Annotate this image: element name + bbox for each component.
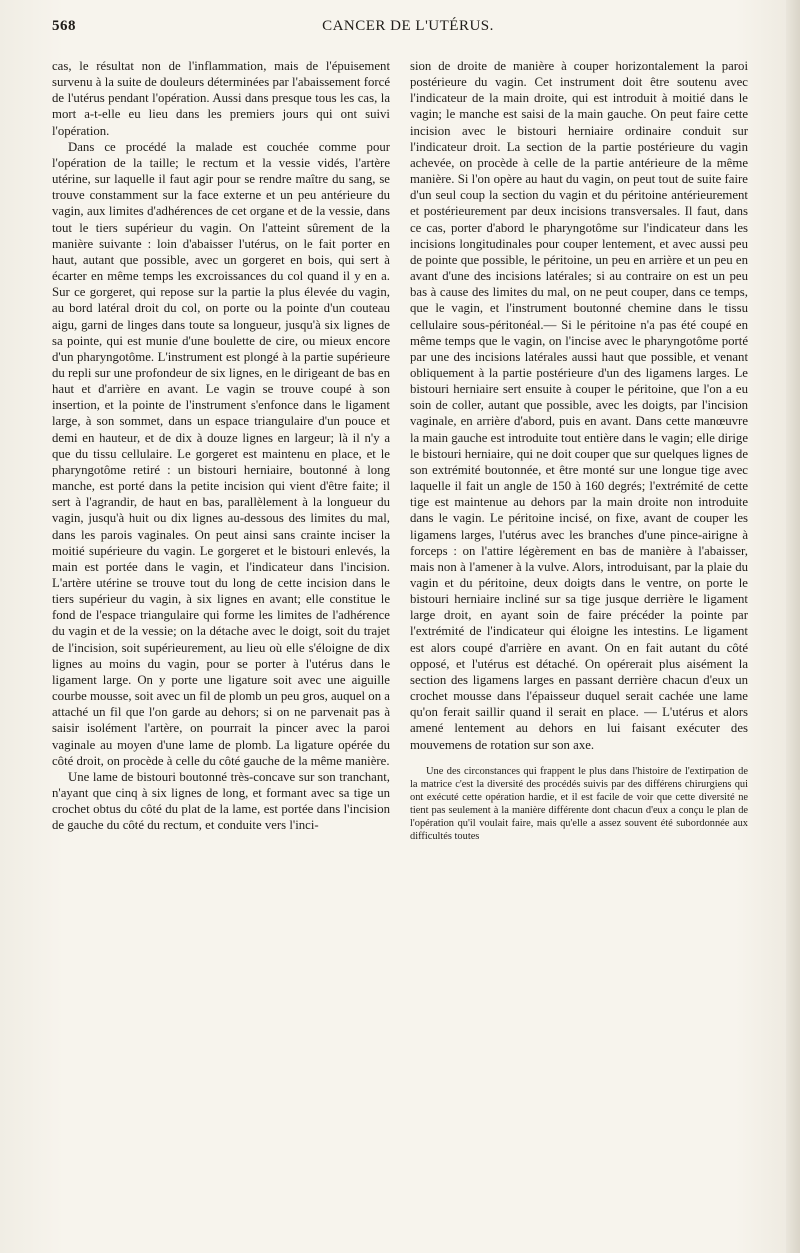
- paragraph-continued: cas, le résultat non de l'inflammation, mais de l'épuisement survenu à la suite de douleurs déterminées par l'abaissement forcé de l'utérus pendant l'opération. Aussi dans presque tous les cas, la mort a-t-elle eu lieu dans les premiers jours qui ont suivi l'opération.: [52, 59, 390, 138]
- running-title: CANCER DE L'UTÉRUS.: [322, 18, 494, 34]
- page-number: 568: [52, 18, 76, 34]
- page-header: [52, 18, 764, 46]
- left-column: [52, 58, 390, 834]
- page-edge: [786, 0, 800, 1253]
- right-column: [410, 58, 748, 843]
- paragraph-incision: sion de droite de manière à couper horizontalement la paroi postérieure du vagin. Cet instrument doit être soutenu avec l'indicateur de la main droite, qui est introduit à moitié dans le vagin; le manche est saisi de la main gauche. On peut faire cette incision avec le bistouri herniaire ordinaire conduit sur l'indicateur droit. La section de la partie postérieure du vagin achevée, on procède à celle de la partie antérieure de la même manière. Si l'on opère au haut du vagin, on peut tout de suite faire d'un seul coup la section du vagin et du péritoine antérieurement et postérieurement par deux incisions transversales. Il faut, dans ce cas, porter d'abord le pharyngotôme sur l'indicateur dans les incisions longitudinales pour couper lentement, et avec aussi peu de pointe que possible, le péritoine, un peu en arrière et un peu en avant d'une des incisions latérales; si au contraire on est un peu bas à cause des limites du mal, on ne peut couper, dans ce temps, que le vagin, et l'instrument boutonné chemine dans le tissu cellulaire sous-péritonéal.— Si le péritoine n'a pas été coupé en même temps que le vagin, on l'incise avec le pharyngotôme porté par une des incisions latérales aussi haut que possible, et venant obliquement à la partie postérieure d'un des ligamens larges. Le bistouri herniaire sert ensuite à couper le péritoine, que l'on a eu soin de coller, autant que possible, avec les doigts, par l'incision vaginale, en arrière d'abord, puis en avant. Dans cette manœuvre la main gauche est introduite tout entière dans le vagin; elle dirige le bistouri herniaire, qui ne doit couper que sur quelques lignes de son extrémité boutonnée, et être monté sur une longue tige avec laquelle il fait un angle de 150 à 160 degrés; l'extrémité de cette tige est maintenue au dehors par la main droite non introduite dans le vagin. Le péritoine incisé, on fixe, avant de couper les ligamens larges, l'utérus avec les branches d'une pince-airigne à forceps : on l'attire légèrement en bas de manière à l'abaisser, mais non à l'amener à la vulve. Alors, introduisant, par la plaie du vagin et du péritoine, deux doigts dans le ventre, on porte le bistouri herniaire incliné sur sa tige jusque derrière le ligament large droit, en ayant soin de faire précéder la pointe par l'extrémité de l'indicateur qui éloigne les intestins. Le ligament est alors coupé d'arrière en avant. On en fait autant du côté opposé, et l'utérus est détaché. On opérerait plus aisément la section des ligamens larges en passant derrière chacun d'eux un crochet mousse dans l'épaisseur duquel serait cachée une lame qu'on ferait saillir quand il serait en place. — L'utérus et alors amené lentement au dehors en lui faisant exécuter des mouvemens de rotation sur son axe.: [410, 59, 748, 752]
- footnote: Une des circonstances qui frappent le plus dans l'histoire de l'extirpation de la matrice c'est la diversité des procédés suivis par des différens chirurgiens qui ont exécuté cette opération hardie, et il est facile de voir que cette diversité ne tient pas seulement à la manière différente dont chacun d'eux a conçu le plan de l'opération qu'il voulait faire, mais qu'elle a assez souvent été subordonnée aux difficultés toutes: [410, 765, 748, 843]
- paragraph-procedure: Dans ce procédé la malade est couchée comme pour l'opération de la taille; le rectum et la vessie vidés, l'artère utérine, sur laquelle il faut agir pour se rendre maître du sang, se trouve constamment sur la face externe et un peu antérieure du vagin, aux limites d'adhérences de cet organe et de la vessie, dans tout le tiers supérieur du vagin. On l'atteint sûrement de la manière suivante : loin d'abaisser l'utérus, on le fait porter en haut, autant que possible, avec un gorgeret en bois, qui sert à écarter en même temps les excroissances du col quand il y en a. Sur ce gorgeret, qui repose sur la partie la plus élevée du vagin, au bord latéral droit du col, on porte ou la pointe d'un couteau aigu, garni de linges dans toute sa longueur, jusqu'à six lignes de sa pointe, qui est munie d'une boulette de cire, ou mieux encore d'un pharyngotôme. L'instrument est plongé à la partie supérieure du repli sur une profondeur de six lignes, en le dirigeant de bas en haut et d'arrière en avant. Le vagin se trouve coupé à son insertion, et la pointe de l'instrument s'enfonce dans le ligament large, à son sommet, dans un espace triangulaire d'un pouce et demi en hauteur, et de dix à douze lignes en largeur; là il n'y a que du tissu cellulaire. Le gorgeret est maintenu en place, et le pharyngotôme retiré : un bistouri herniaire, boutonné à long manche, est porté dans la petite incision qui vient d'être faite; il sert à l'agrandir, de haut en bas, parallèlement à la longueur du vagin, jusqu'à huit ou dix lignes au-dessous des limites du mal, dans les parois vaginales. On peut ainsi sans crainte inciser la moitié supérieure du vagin. Le gorgeret et le bistouri enlevés, la main est portée dans le vagin, et l'indicateur dans l'incision. L'artère utérine se trouve tout du long de cette incision dans le tiers supérieur du vagin, à six lignes en avant; elle constitue le fond de l'espace triangulaire qui forme les limites de l'adhérence du vagin et de la vessie; on la détache avec le doigt, soit du trajet de l'incision, soit supérieurement, au lieu où elle s'éloigne de dix lignes au moins du vagin, pour se porter à l'utérus dans le ligament large. On y porte une ligature soit avec une aiguille courbe mousse, soit avec un fil de plomb un peu gros, auquel on a attaché un fil que l'on garde au dehors; si on ne parvenait pas à saisir isolément l'artère, on pourrait la pincer avec la paroi vaginale au moyen d'une lame de plomb. La ligature opérée du côté droit, on procède à celle du côté gauche de la même manière.: [52, 139, 390, 768]
- paragraph-bistouri: Une lame de bistouri boutonné très-concave sur son tranchant, n'ayant que cinq à six lignes de long, et formant avec sa tige un crochet obtus du côté du plat de la lame, est portée dans l'incision de gauche du côté du rectum, et conduite vers l'inci-: [52, 769, 390, 833]
